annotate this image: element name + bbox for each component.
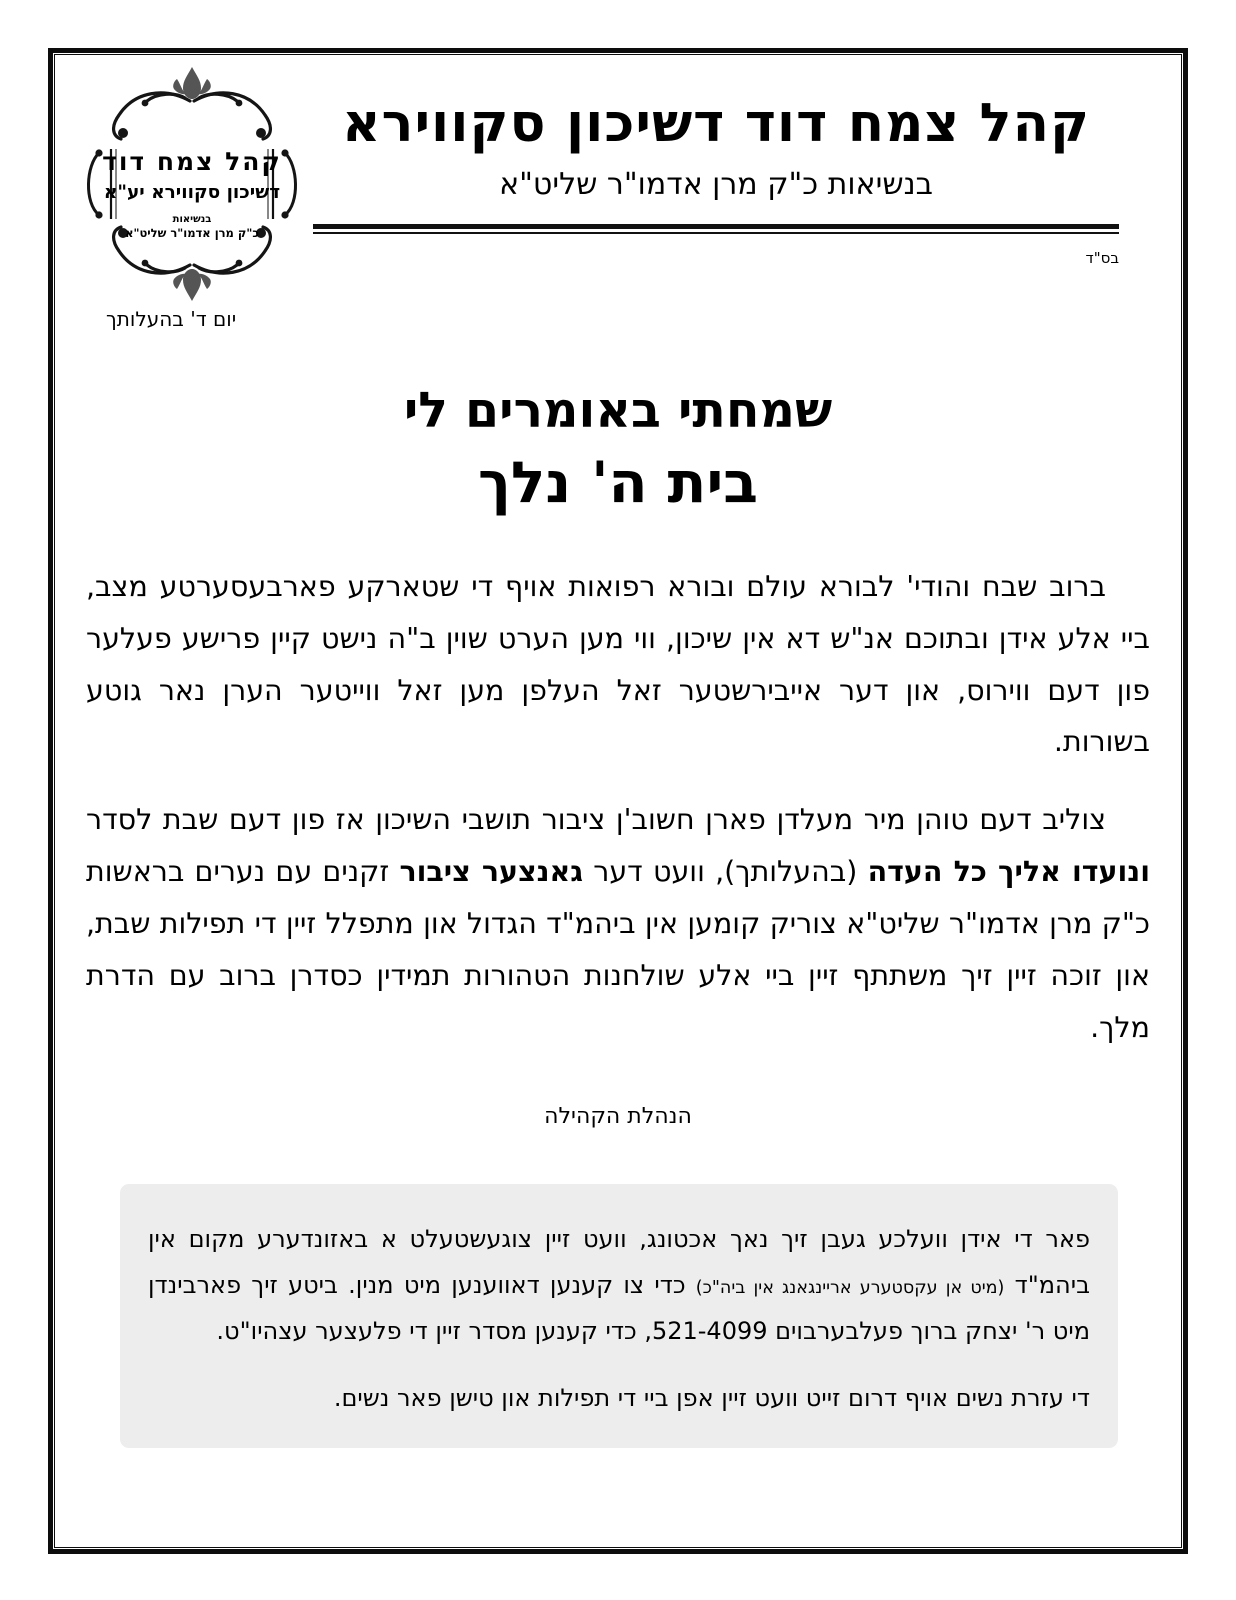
- signature: הנהלת הקהילה: [544, 1103, 692, 1129]
- congregation-seal: [77, 65, 307, 303]
- seal-name-line2: דשיכון סקווירא יע"א: [103, 182, 281, 203]
- notice-paragraph-1: פאר די אידן וועלכע געבן זיך נאך אכטונג, וועט זיין צוגעשטעלט א באזונדערע מקום אין ביהמ"ד (מיט אן עקסטערע אריינגאנג אין ביה"כ) כדי צו קענען דאווענען מיט מנין. ביטע זיך פארבינדן מיט ר' יצחק ברוך פעלבערבוים 521-4099, כדי קענען מסדר זיין די פלעצער עצהיו"ט.: [148, 1224, 1090, 1345]
- bsd-label: בס"ד: [1085, 249, 1119, 268]
- seal-name-line4: כ"ק מרן אדמו"ר שליט"א: [125, 226, 259, 240]
- notice-box: [120, 1184, 1118, 1448]
- seal-name-line3: בנשיאות: [172, 214, 212, 225]
- letterhead: [53, 53, 1183, 303]
- date-line: יום ד' בהעלותך: [106, 307, 237, 331]
- congregation-title: קהל צמח דוד דשיכון סקווירא: [341, 93, 1091, 154]
- header-divider: [313, 224, 1119, 234]
- page-content: [53, 53, 1183, 1549]
- seal-name-line1: קהל צמח דוד: [102, 147, 282, 176]
- letterhead-main: [313, 65, 1119, 303]
- letter-body: [53, 307, 1183, 1448]
- body-paragraph-1: ברוב שבח והודי' לבורא עולם ובורא רפואות אויף די שטארקע פארבעסערטע מצב, ביי אלע אידן ובתוכם אנ"ש דא אין שיכון, ווי מען הערט שוין ב"ה נישט קיין פרישע פעלער פון דעם ווירוס, און דער אייבירשטער זאל העלפן מען זאל ווייטער הערן נאר גוטע בשורות.: [86, 569, 1150, 759]
- notice-paragraph-2: די עזרת נשים אויף דרום זייט וועט זיין אפן ביי די תפילות און טישן פאר נשים.: [333, 1383, 1090, 1412]
- headline-line1: שמחתי באומרים לי: [403, 382, 833, 439]
- body-paragraph-2: צוליב דעם טוהן מיר מעלדן פארן חשוב'ן ציבור תושבי השיכון אז פון דעם שבת לסדר ונועדו אליך כל העדה (בהעלותך), וועט דער גאנצער ציבור זקנים עם נערים בראשות כ"ק מרן אדמו"ר שליט"א צוריק קומען אין ביהמ"ד הגדול און מתפלל זיין די תפילות שבת, און זוכה זיין זיך משתתף זיין ביי אלע שולחנות הטהורות תמידין כסדרן ברוב עם הדרת מלך.: [86, 803, 1151, 1044]
- headline-line2: בית ה' נלך: [477, 450, 759, 517]
- page-border: [48, 48, 1188, 1554]
- congregation-subtitle: בנשיאות כ"ק מרן אדמו"ר שליט"א: [499, 167, 933, 203]
- headline: [86, 383, 1150, 517]
